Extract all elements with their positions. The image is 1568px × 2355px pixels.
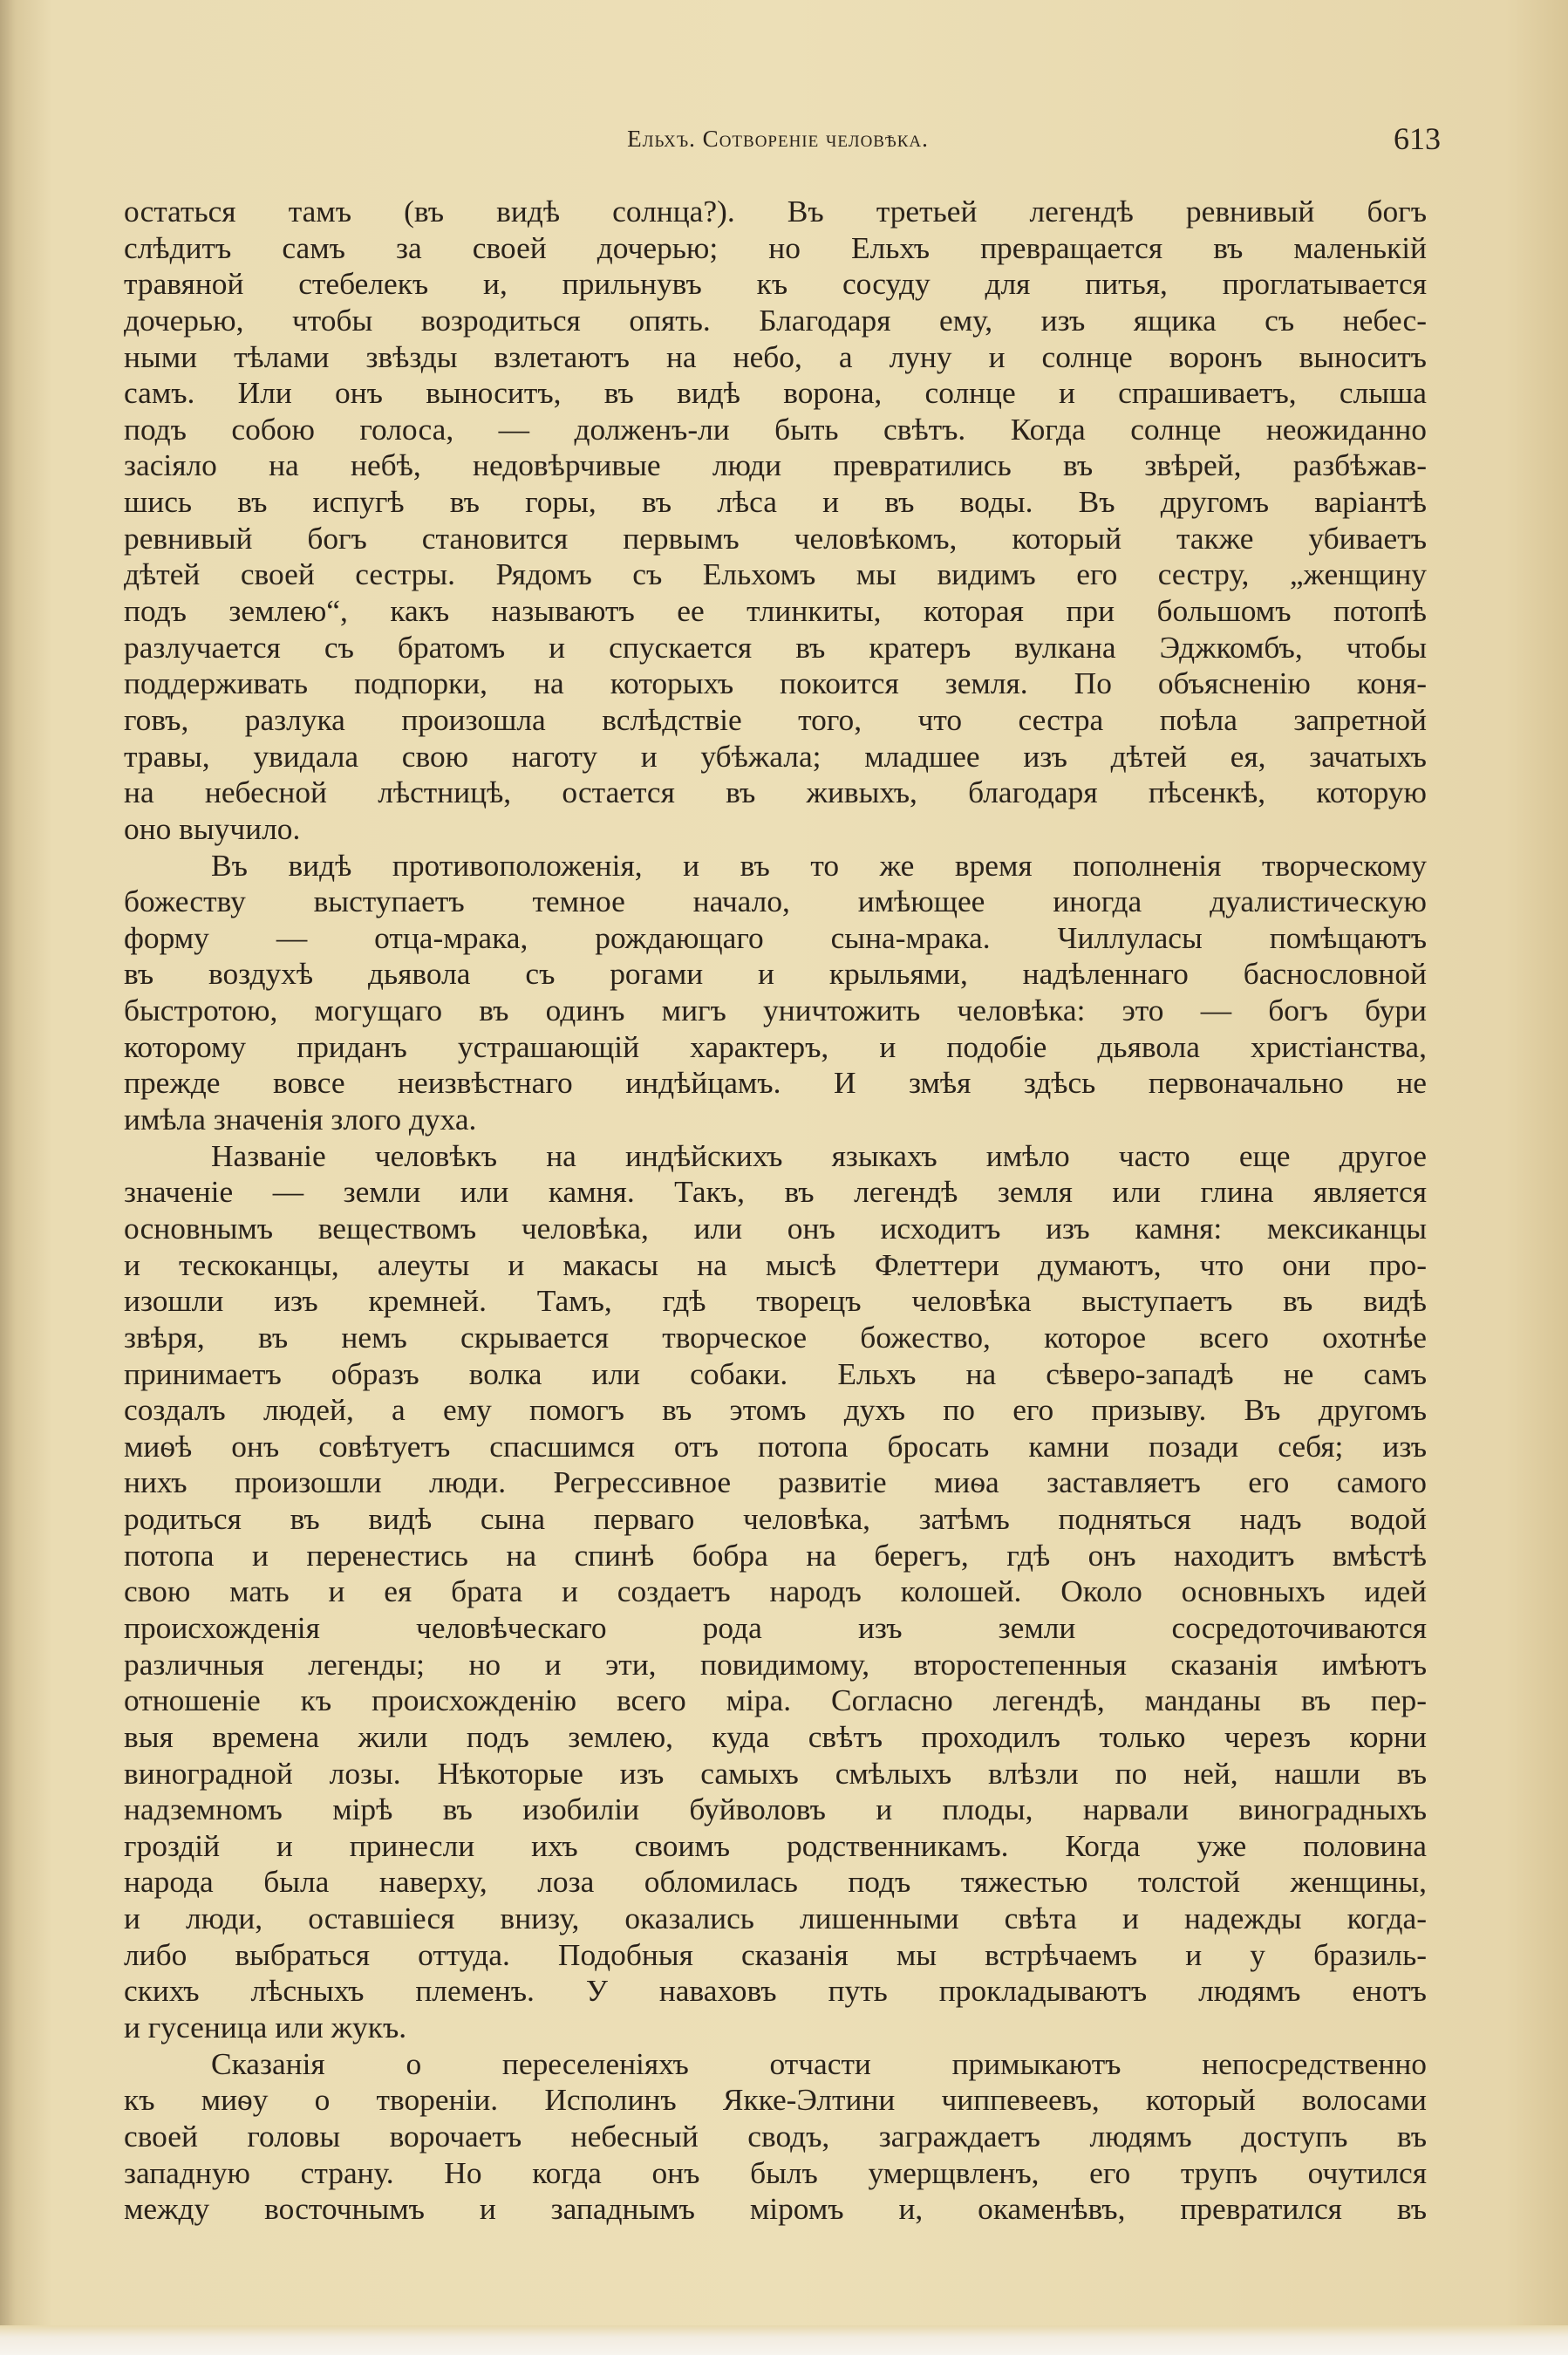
text-line: изошли изъ кремней. Тамъ, гдѣ творецъ человѣка выступаетъ въ видѣ — [124, 1283, 1427, 1319]
text-line: поддерживать подпорки, на которыхъ покоится земля. По объясненію коня- — [124, 666, 1427, 701]
text-line: оно выучило. — [124, 810, 301, 846]
text-line: Сказанія о переселеніяхъ отчасти примыкаютъ непосредственно — [211, 2045, 1427, 2081]
text-line: создалъ людей, а ему помогъ въ этомъ духъ по его призыву. Въ другомъ — [124, 1392, 1427, 1428]
text-line: миѳѣ онъ совѣтуетъ спасшимся отъ потопа бросать камни позади себя; изъ — [124, 1428, 1427, 1464]
text-line: принимаетъ образъ волка или собаки. Ельхъ на сѣверо-западѣ не самъ — [124, 1355, 1427, 1391]
text-line: скихъ лѣсныхъ племенъ. У наваховъ путь прокладываютъ людямъ енотъ — [124, 1973, 1427, 2009]
text-line: быстротою, могущаго въ одинъ мигъ уничтожить человѣка: это — богъ бури — [124, 993, 1427, 1028]
scan-bottom-edge — [0, 2325, 1568, 2355]
text-line: въ воздухѣ дьявола съ рогами и крыльями, надѣленнаго баснословной — [124, 956, 1427, 992]
text-line: подъ собою голоса, — долженъ-ли быть свѣтъ. Когда солнце неожиданно — [124, 411, 1427, 447]
text-line: различныя легенды; но и эти, повидимому, второстепенныя сказанія имѣютъ — [124, 1646, 1427, 1682]
text-line: Въ видѣ противоположенія, и въ то же время пополненія творческому — [211, 847, 1427, 883]
text-line: шись въ испугѣ въ горы, въ лѣса и въ воды. Въ другомъ варіантѣ — [124, 484, 1427, 520]
text-line: и люди, оставшіеся внизу, оказались лишенными свѣта и надежды когда- — [124, 1901, 1427, 1936]
running-title: Ельхъ. Сотвореніе человѣка. — [627, 126, 929, 152]
text-line: потопа и перенестись на спинѣ бобра на берегъ, гдѣ онъ находитъ вмѣстѣ — [124, 1537, 1427, 1573]
text-line: гроздій и принесли ихъ своимъ родственникамъ. Когда уже половина — [124, 1827, 1427, 1863]
text-line: къ миѳу о твореніи. Исполинъ Якке-Элтини чиппевеевъ, который волосами — [124, 2082, 1427, 2118]
text-line: на небесной лѣстницѣ, остается въ живыхъ, благодаря пѣсенкѣ, которую — [124, 775, 1427, 810]
text-line: между восточнымъ и западнымъ міромъ и, окаменѣвъ, превратился въ — [124, 2191, 1427, 2227]
text-line: надземномъ мірѣ въ изобиліи буйволовъ и плоды, нарвали виноградныхъ — [124, 1792, 1427, 1827]
text-line: Названіе человѣкъ на индѣйскихъ языкахъ имѣло часто еще другое — [211, 1137, 1427, 1173]
text-line: дочерью, чтобы возродиться опять. Благодаря ему, изъ ящика съ небес- — [124, 302, 1427, 338]
text-line: либо выбраться оттуда. Подобныя сказанія мы встрѣчаемъ и у бразиль- — [124, 1936, 1427, 1972]
text-line: травяной стебелекъ и, прильнувъ къ сосуду для питья, проглатывается — [124, 266, 1427, 302]
text-line: засіяло на небѣ, недовѣрчивые люди превратились въ звѣрей, разбѣжав- — [124, 447, 1427, 483]
text-line: слѣдитъ самъ за своей дочерью; но Ельхъ превращается въ маленькій — [124, 229, 1427, 265]
text-line: выя времена жили подъ землею, куда свѣтъ проходилъ только черезъ корни — [124, 1718, 1427, 1754]
text-line: и гусеница или жукъ. — [124, 2010, 407, 2045]
text-line: западную страну. Но когда онъ былъ умерщвленъ, его трупъ очутился — [124, 2154, 1427, 2190]
text-line: имѣла значенія злого духа. — [124, 1102, 477, 1137]
page-number: 613 — [1394, 121, 1441, 156]
text-line: самъ. Или онъ выноситъ, въ видѣ ворона, солнце и спрашиваетъ, слыша — [124, 375, 1427, 411]
text-line: родиться въ видѣ сына перваго человѣка, затѣмъ подняться надъ водой — [124, 1501, 1427, 1537]
text-line: свою мать и ея брата и создаетъ народъ колошей. Около основныхъ идей — [124, 1573, 1427, 1609]
text-line: и тескоканцы, алеуты и макасы на мысѣ Флеттери думаютъ, что они про- — [124, 1246, 1427, 1282]
text-line: подъ землею“, какъ называютъ ее тлинкиты, которая при большомъ потопѣ — [124, 593, 1427, 629]
text-line: прежде вовсе неизвѣстнаго индѣйцамъ. И змѣя здѣсь первоначально не — [124, 1065, 1427, 1101]
body-text — [124, 194, 1427, 2228]
text-line: народа была наверху, лоза обломилась подъ тяжестью толстой женщины, — [124, 1864, 1427, 1900]
text-line: происхожденія человѣческаго рода изъ земли сосредоточиваются — [124, 1609, 1427, 1645]
text-line: травы, увидала свою наготу и убѣжала; младшее изъ дѣтей ея, зачатыхъ — [124, 738, 1427, 774]
text-line: говъ, разлука произошла вслѣдствіе того, что сестра поѣла запретной — [124, 701, 1427, 737]
text-line: нихъ произошли люди. Регрессивное развитіе миѳа заставляетъ его самого — [124, 1464, 1427, 1500]
text-line: остаться тамъ (въ видѣ солнца?). Въ третьей легендѣ ревнивый богъ — [124, 194, 1427, 229]
text-line: основнымъ веществомъ человѣка, или онъ исходитъ изъ камня: мексиканцы — [124, 1210, 1427, 1246]
text-line: отношеніе къ происхожденію всего міра. Согласно легендѣ, манданы въ пер- — [124, 1683, 1427, 1718]
text-line: ными тѣлами звѣзды взлетаютъ на небо, а луну и солнце воронъ выноситъ — [124, 338, 1427, 374]
text-line: которому приданъ устрашающій характеръ, и подобіе дьявола христіанства, — [124, 1028, 1427, 1064]
text-line: форму — отца-мрака, рождающаго сына-мрака. Чиллуласы помѣщаютъ — [124, 919, 1427, 955]
page-header — [124, 120, 1441, 164]
text-line: ревнивый богъ становится первымъ человѣкомъ, который также убиваетъ — [124, 520, 1427, 556]
text-line: звѣря, въ немъ скрывается творческое божество, которое всего охотнѣе — [124, 1319, 1427, 1355]
text-line: божеству выступаетъ темное начало, имѣющее иногда дуалистическую — [124, 884, 1427, 919]
text-line: дѣтей своей сестры. Рядомъ съ Ельхомъ мы видимъ его сестру, „женщину — [124, 556, 1427, 592]
text-line: значеніе — земли или камня. Такъ, въ легендѣ земля или глина является — [124, 1174, 1427, 1210]
text-line: своей головы ворочаетъ небесный сводъ, заграждаетъ людямъ доступъ въ — [124, 2118, 1427, 2154]
text-line: виноградной лозы. Нѣкоторые изъ самыхъ смѣлыхъ влѣзли по ней, нашли въ — [124, 1755, 1427, 1791]
text-line: разлучается съ братомъ и спускается въ кратеръ вулкана Эджкомбъ, чтобы — [124, 629, 1427, 665]
